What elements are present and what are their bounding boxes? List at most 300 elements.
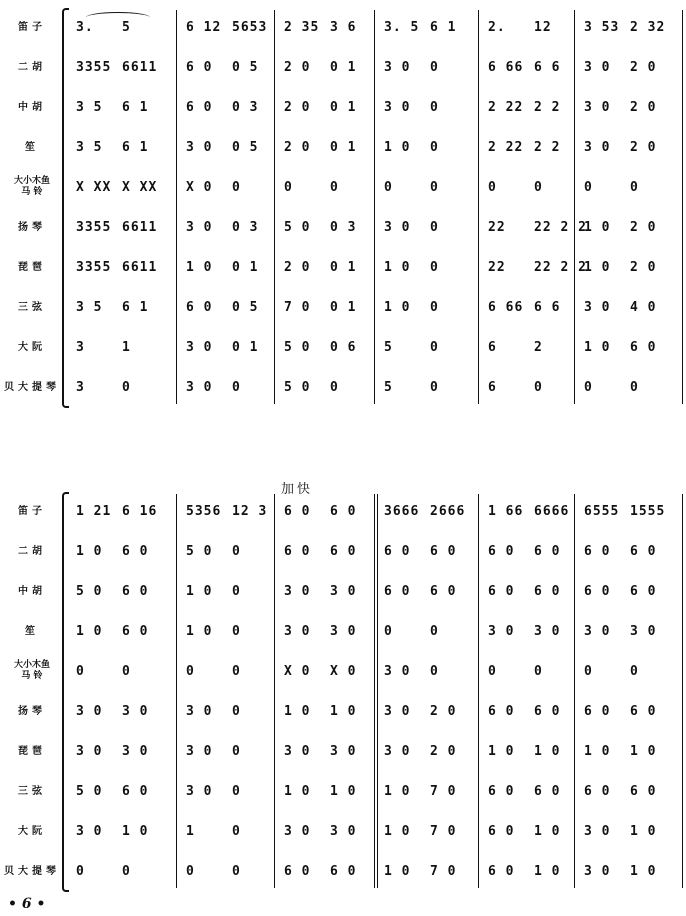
- beat-group: 6 0: [122, 583, 149, 599]
- beat-group: 6 0: [122, 623, 149, 639]
- beat-group: 0: [284, 179, 293, 195]
- beat-group: 2666: [430, 503, 466, 519]
- measure: [70, 334, 158, 360]
- instrument-label: [4, 576, 60, 606]
- instrument-label: [4, 332, 60, 362]
- beat-group: 3 0: [630, 623, 657, 639]
- beat-group: 0 1: [330, 259, 357, 275]
- staff-row: [0, 696, 686, 726]
- beat-group: 3. 5: [384, 19, 420, 35]
- instrument-label: [4, 132, 60, 162]
- beat-group: 1 0: [186, 623, 213, 639]
- beat-group: 3 0: [284, 583, 311, 599]
- beat-group: 3 0: [76, 743, 103, 759]
- beat-group: X 0: [284, 663, 311, 679]
- beat-group: 6611: [122, 59, 158, 75]
- beat-group: 5: [384, 379, 393, 395]
- measure: [180, 658, 268, 684]
- beat-group: 2 0: [430, 703, 457, 719]
- beat-group: 6 0: [584, 543, 611, 559]
- measure: [70, 174, 158, 200]
- measure: [378, 698, 466, 724]
- beat-group: 1 0: [76, 543, 103, 559]
- beat-group: 0 1: [232, 259, 259, 275]
- instrument-name: 胡: [32, 585, 46, 597]
- measure: [180, 254, 268, 280]
- beat-group: 0: [330, 179, 339, 195]
- beat-group: 6 0: [630, 339, 657, 355]
- staff-row: [0, 332, 686, 362]
- measure: [378, 738, 466, 764]
- measure: [578, 698, 666, 724]
- beat-group: 12: [534, 19, 552, 35]
- beat-group: 1555: [630, 503, 666, 519]
- beat-group: 6 0: [584, 583, 611, 599]
- measure: [180, 14, 268, 40]
- measure: [482, 618, 570, 644]
- beat-group: 3.: [76, 19, 94, 35]
- measure: [70, 778, 158, 804]
- beat-group: 6 66: [488, 299, 524, 315]
- beat-group: 0: [232, 743, 241, 759]
- instrument-name: 二: [18, 545, 32, 557]
- beat-group: 2 0: [630, 59, 657, 75]
- beat-group: 0 3: [232, 99, 259, 115]
- measure: [180, 174, 268, 200]
- beat-group: 2 0: [430, 743, 457, 759]
- beat-group: 2 22: [488, 139, 524, 155]
- staff-row: [0, 776, 686, 806]
- beat-group: 3 0: [384, 703, 411, 719]
- instrument-label: [4, 776, 60, 806]
- beat-group: 5653: [232, 19, 268, 35]
- beat-group: 0: [430, 339, 439, 355]
- beat-group: 0 1: [330, 59, 357, 75]
- beat-group: 2 22: [488, 99, 524, 115]
- beat-group: 3 0: [122, 743, 149, 759]
- measure: [180, 778, 268, 804]
- beat-group: 3355: [76, 59, 112, 75]
- measure: [180, 538, 268, 564]
- instrument-name: 阮: [32, 825, 46, 837]
- beat-group: 3 53: [584, 19, 620, 35]
- beat-group: 0: [430, 219, 439, 235]
- measure: [180, 214, 268, 240]
- beat-group: 1 0: [122, 823, 149, 839]
- instrument-label: [4, 496, 60, 526]
- beat-group: 1 0: [384, 259, 411, 275]
- beat-group: 2 0: [284, 59, 311, 75]
- measure: [70, 214, 158, 240]
- beat-group: 5: [384, 339, 393, 355]
- staff-row: [0, 132, 686, 162]
- instrument-name: 阮: [32, 341, 46, 353]
- measure: [482, 334, 570, 360]
- measure: [180, 294, 268, 320]
- beat-group: 6: [488, 339, 497, 355]
- measure: [278, 818, 366, 844]
- measure: [180, 858, 268, 884]
- instrument-name: 琶: [32, 745, 46, 757]
- instrument-name: 子: [32, 21, 46, 33]
- instrument-name: 胡: [32, 101, 46, 113]
- instrument-name: 扬: [18, 705, 32, 717]
- beat-group: 22 2 2: [534, 219, 587, 235]
- measure: [278, 538, 366, 564]
- beat-group: 0: [232, 823, 241, 839]
- beat-group: 1 0: [584, 339, 611, 355]
- beat-group: 0 6: [330, 339, 357, 355]
- instrument-label: [4, 536, 60, 566]
- beat-group: 3 0: [488, 623, 515, 639]
- measure: [70, 578, 158, 604]
- beat-group: 1 0: [534, 823, 561, 839]
- beat-group: 6 0: [122, 783, 149, 799]
- beat-group: 2 0: [630, 219, 657, 235]
- beat-group: 0: [384, 623, 393, 639]
- beat-group: 6 66: [488, 59, 524, 75]
- beat-group: 3 0: [584, 59, 611, 75]
- beat-group: 0 3: [330, 219, 357, 235]
- beat-group: 0: [232, 379, 241, 395]
- beat-group: 0 5: [232, 139, 259, 155]
- instrument-label: [4, 656, 60, 686]
- beat-group: 6 0: [488, 703, 515, 719]
- beat-group: 3 0: [76, 823, 103, 839]
- beat-group: 3: [76, 379, 85, 395]
- beat-group: 6 16: [122, 503, 158, 519]
- measure: [180, 738, 268, 764]
- measure: [378, 618, 466, 644]
- beat-group: 3 0: [284, 823, 311, 839]
- beat-group: 3 0: [584, 99, 611, 115]
- measure: [278, 214, 366, 240]
- beat-group: 6 0: [488, 583, 515, 599]
- measure: [278, 618, 366, 644]
- instrument-name: 子: [32, 505, 46, 517]
- beat-group: 3 0: [384, 663, 411, 679]
- instrument-name: 马 铃: [21, 187, 43, 197]
- beat-group: 6 0: [430, 583, 457, 599]
- beat-group: 6 0: [534, 703, 561, 719]
- measure: [482, 174, 570, 200]
- beat-group: 1 0: [584, 219, 611, 235]
- beat-group: 6 0: [534, 583, 561, 599]
- measure: [378, 538, 466, 564]
- beat-group: 0: [122, 863, 131, 879]
- instrument-name: 马 铃: [21, 671, 43, 681]
- beat-group: 6 1: [430, 19, 457, 35]
- beat-group: 1 0: [384, 863, 411, 879]
- measure: [578, 498, 666, 524]
- beat-group: 6611: [122, 259, 158, 275]
- instrument-name: 笛: [18, 505, 32, 517]
- instrument-name: 琵: [18, 745, 32, 757]
- beat-group: 3 0: [122, 703, 149, 719]
- beat-group: 7 0: [284, 299, 311, 315]
- beat-group: 3 0: [186, 139, 213, 155]
- beat-group: 7 0: [430, 823, 457, 839]
- beat-group: 5 0: [186, 543, 213, 559]
- measure: [482, 738, 570, 764]
- instrument-name: 扬: [18, 221, 32, 233]
- measure: [378, 214, 466, 240]
- instrument-name: 弦: [32, 785, 46, 797]
- instrument-name: 胡: [32, 545, 46, 557]
- measure: [180, 618, 268, 644]
- beat-group: 2 0: [630, 99, 657, 115]
- staff-row: [0, 252, 686, 282]
- beat-group: 0: [122, 379, 131, 395]
- measure: [278, 294, 366, 320]
- beat-group: 6 0: [488, 863, 515, 879]
- beat-group: 0: [186, 863, 195, 879]
- staff-row: [0, 212, 686, 242]
- beat-group: 3 0: [584, 823, 611, 839]
- beat-group: 0: [430, 299, 439, 315]
- beat-group: 1 0: [584, 743, 611, 759]
- measure: [180, 334, 268, 360]
- instrument-label: [4, 12, 60, 42]
- instrument-name: 贝大提琴: [4, 381, 60, 393]
- beat-group: 2 32: [630, 19, 666, 35]
- beat-group: 6 6: [534, 59, 561, 75]
- beat-group: 0: [430, 663, 439, 679]
- beat-group: 0: [430, 623, 439, 639]
- beat-group: 6611: [122, 219, 158, 235]
- beat-group: 3 0: [186, 339, 213, 355]
- beat-group: 6 0: [284, 863, 311, 879]
- instrument-name: 笛: [18, 21, 32, 33]
- beat-group: 6 0: [534, 783, 561, 799]
- beat-group: 3 0: [330, 623, 357, 639]
- instrument-name: 弦: [32, 301, 46, 313]
- beat-group: 0: [430, 379, 439, 395]
- beat-group: 0: [232, 863, 241, 879]
- measure: [578, 778, 666, 804]
- instrument-label: [4, 172, 60, 202]
- beat-group: X 0: [186, 179, 213, 195]
- instrument-name: 贝大提琴: [4, 865, 60, 877]
- instrument-label: [4, 856, 60, 886]
- beat-group: 3 0: [384, 743, 411, 759]
- measure: [278, 858, 366, 884]
- beat-group: 6 0: [330, 863, 357, 879]
- measure: [578, 294, 666, 320]
- beat-group: 3 5: [76, 299, 103, 315]
- measure: [378, 134, 466, 160]
- measure: [278, 578, 366, 604]
- instrument-name: 三: [18, 785, 32, 797]
- instrument-name: 大: [18, 825, 32, 837]
- measure: [278, 374, 366, 400]
- measure: [578, 658, 666, 684]
- measure: [278, 778, 366, 804]
- beat-group: 3 0: [584, 863, 611, 879]
- beat-group: 0: [186, 663, 195, 679]
- beat-group: 7 0: [430, 783, 457, 799]
- beat-group: 6 0: [430, 543, 457, 559]
- measure: [180, 374, 268, 400]
- beat-group: 1: [186, 823, 195, 839]
- measure: [378, 174, 466, 200]
- beat-group: 5 0: [284, 339, 311, 355]
- instrument-label: [4, 292, 60, 322]
- measure: [378, 14, 466, 40]
- measure: [378, 334, 466, 360]
- instrument-name: 大: [18, 341, 32, 353]
- instrument-name: 大小木鱼: [13, 176, 50, 186]
- measure: [482, 214, 587, 240]
- measure: [180, 698, 268, 724]
- measure: [482, 94, 570, 120]
- beat-group: 0: [430, 99, 439, 115]
- beat-group: 1 0: [186, 583, 213, 599]
- beat-group: 6 0: [630, 703, 657, 719]
- beat-group: 22 2 2: [534, 259, 587, 275]
- beat-group: 0: [488, 179, 497, 195]
- staff-row: [0, 92, 686, 122]
- beat-group: 1 0: [284, 783, 311, 799]
- measure: [278, 174, 366, 200]
- beat-group: 1 0: [534, 863, 561, 879]
- measure: [482, 54, 570, 80]
- beat-group: 1 0: [630, 743, 657, 759]
- beat-group: 0: [534, 379, 543, 395]
- beat-group: 0: [232, 703, 241, 719]
- beat-group: 6 12: [186, 19, 222, 35]
- staff-row: [0, 616, 686, 646]
- measure: [378, 294, 466, 320]
- beat-group: 1 21: [76, 503, 112, 519]
- measure: [578, 334, 666, 360]
- measure: [482, 498, 570, 524]
- beat-group: 0: [330, 379, 339, 395]
- beat-group: 0 1: [330, 299, 357, 315]
- beat-group: 2 0: [630, 259, 657, 275]
- beat-group: 1 0: [384, 823, 411, 839]
- measure: [70, 374, 158, 400]
- beat-group: 3 0: [76, 703, 103, 719]
- staff-row: [0, 172, 686, 202]
- measure: [482, 658, 570, 684]
- beat-group: 6 0: [584, 783, 611, 799]
- beat-group: 6 0: [186, 99, 213, 115]
- beat-group: 0 1: [330, 99, 357, 115]
- instrument-name: 琴: [32, 221, 46, 233]
- instrument-name: 大小木鱼: [13, 660, 50, 670]
- beat-group: 2 35: [284, 19, 320, 35]
- beat-group: 6555: [584, 503, 620, 519]
- beat-group: 5 0: [76, 783, 103, 799]
- beat-group: 0 5: [232, 59, 259, 75]
- instrument-name: 胡: [32, 61, 46, 73]
- measure: [70, 538, 158, 564]
- beat-group: 0: [584, 379, 593, 395]
- measure: [70, 698, 158, 724]
- beat-group: 0 3: [232, 219, 259, 235]
- beat-group: 22: [488, 219, 506, 235]
- measure: [70, 658, 158, 684]
- beat-group: 3 0: [584, 299, 611, 315]
- beat-group: 0: [76, 663, 85, 679]
- beat-group: 6 0: [488, 823, 515, 839]
- beat-group: 4 0: [630, 299, 657, 315]
- beat-group: 3 5: [76, 99, 103, 115]
- beat-group: 6 0: [630, 783, 657, 799]
- beat-group: 1 0: [534, 743, 561, 759]
- beat-group: 0: [384, 179, 393, 195]
- staff-row: [0, 656, 686, 686]
- instrument-label: [4, 696, 60, 726]
- measure: [482, 14, 570, 40]
- measure: [278, 498, 366, 524]
- beat-group: 3 0: [186, 743, 213, 759]
- beat-group: X 0: [330, 663, 357, 679]
- measure: [180, 578, 268, 604]
- instrument-label: [4, 816, 60, 846]
- staff-row: [0, 536, 686, 566]
- beat-group: 1 0: [488, 743, 515, 759]
- measure: [578, 174, 666, 200]
- staff-row: [0, 736, 686, 766]
- beat-group: 0: [534, 663, 543, 679]
- beat-group: 0: [430, 59, 439, 75]
- beat-group: 6 0: [122, 543, 149, 559]
- beat-group: 1: [122, 339, 131, 355]
- beat-group: 6 0: [630, 543, 657, 559]
- beat-group: 3 0: [384, 99, 411, 115]
- measure: [378, 818, 466, 844]
- measure: [578, 254, 666, 280]
- beat-group: 3 0: [584, 623, 611, 639]
- measure: [278, 134, 366, 160]
- measure: [378, 54, 466, 80]
- beat-group: 1 0: [284, 703, 311, 719]
- beat-group: 2 0: [284, 259, 311, 275]
- measure: [482, 538, 570, 564]
- beat-group: 1 0: [584, 259, 611, 275]
- beat-group: 6 6: [534, 299, 561, 315]
- beat-group: 2 0: [630, 139, 657, 155]
- measure: [482, 374, 570, 400]
- page-number: • 6 •: [8, 896, 46, 912]
- beat-group: 5 0: [76, 583, 103, 599]
- beat-group: 5: [122, 19, 131, 35]
- instrument-label: [4, 52, 60, 82]
- beat-group: 6 0: [186, 299, 213, 315]
- slur-mark: [86, 12, 150, 23]
- beat-group: 5356: [186, 503, 222, 519]
- staff-row: [0, 816, 686, 846]
- instrument-name: 笙: [25, 625, 39, 637]
- measure: [70, 818, 158, 844]
- beat-group: 6 0: [284, 543, 311, 559]
- beat-group: 0 1: [232, 339, 259, 355]
- beat-group: 1 0: [630, 823, 657, 839]
- measure: [578, 374, 666, 400]
- measure: [378, 658, 466, 684]
- beat-group: 3 0: [534, 623, 561, 639]
- measure: [70, 738, 158, 764]
- beat-group: 0: [76, 863, 85, 879]
- instrument-label: [4, 372, 60, 402]
- beat-group: 6 1: [122, 99, 149, 115]
- measure: [482, 818, 570, 844]
- beat-group: 3355: [76, 259, 112, 275]
- beat-group: 6 1: [122, 139, 149, 155]
- instrument-label: [4, 252, 60, 282]
